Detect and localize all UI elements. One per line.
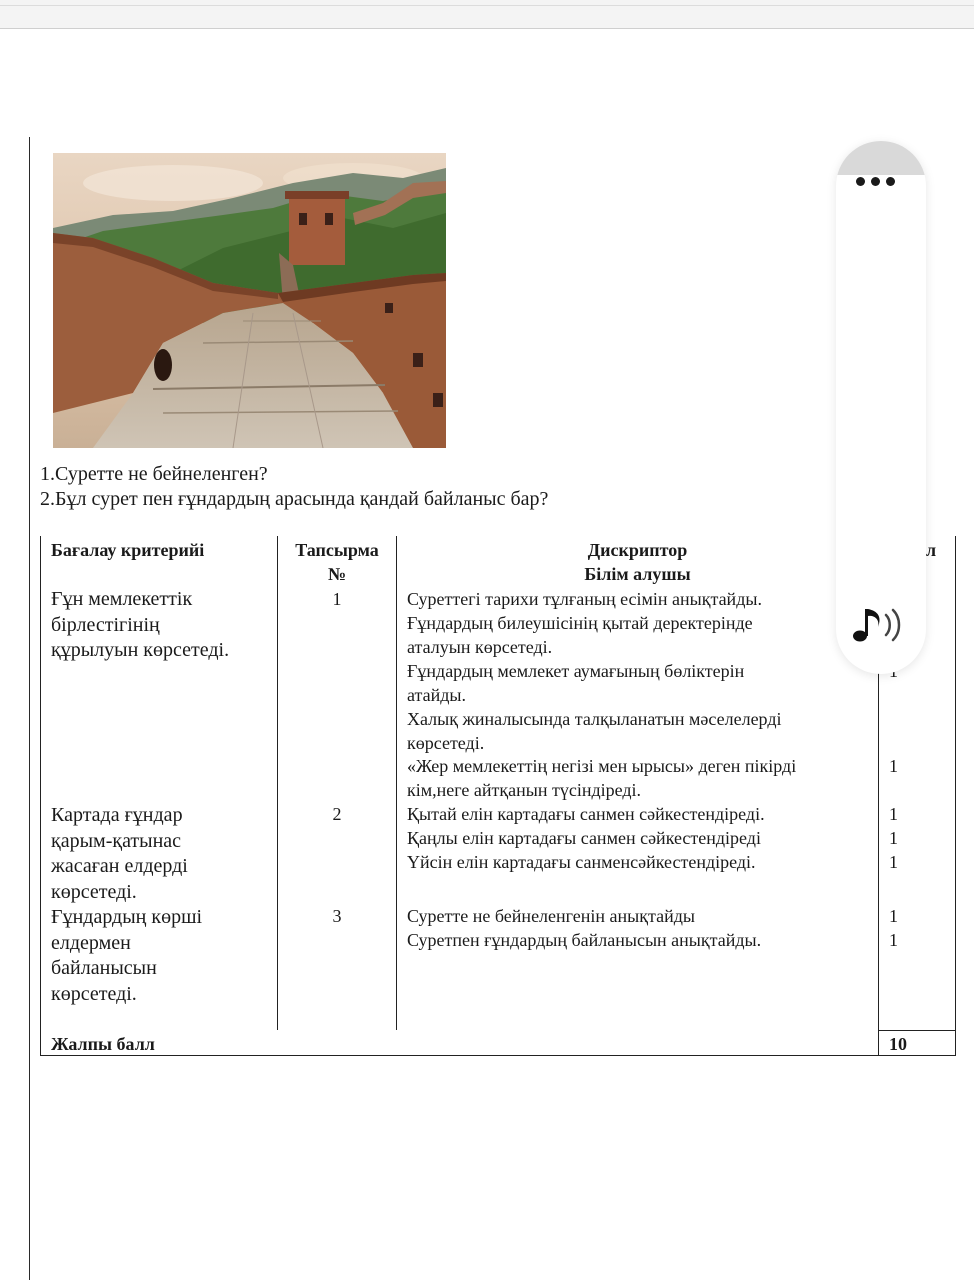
question-2: 2.Бұл сурет пен ғұндардың арасында қандай байланыс бар? [40,488,549,510]
criteria-3-line4: көрсетеді. [51,982,137,1005]
descriptor-3-2: Суретпен ғұндардың байланысын анықтайды. [407,930,762,950]
criteria-2 [51,803,188,905]
player-header [836,141,926,175]
descriptor-line: Ғұндардың билеушісінің қытай деректерінде [407,613,753,633]
criteria-2-line3: жасаған елдерді [51,855,188,877]
descriptor-line: Халық жиналысында талқыланатын мәселелерді [407,709,782,729]
score-2-2: 1 [889,828,898,848]
descriptor-line: Суреттегі тарихи тұлғаның есімін анықтайды. [407,589,762,609]
table-border-right [955,536,956,1056]
descriptor-2-3: Үйсін елін картадағы санменсәйкестендіреді. [407,852,756,872]
table-divider-task [396,536,397,1030]
header-task [278,538,396,586]
question-1: 1.Суретте не бейнеленген? [40,463,268,485]
table-border-bottom [40,1055,956,1056]
assessment-table [40,536,956,1056]
descriptor-2-2: Қаңлы елін картадағы санмен сәйкестендіреді [407,828,761,848]
descriptor-line: Ғұндардың мемлекет аумағының бөліктерін [407,661,745,681]
descriptor-line: «Жер мемлекеттің негізі мен ырысы» деген пікірді [407,756,797,776]
criteria-1 [51,587,229,664]
criteria-1-line2: бірлестігінің [51,613,160,636]
table-border-left [40,536,41,1056]
dot [871,177,880,186]
descriptor-line: көрсетеді. [407,733,485,753]
header-descriptor-line2: Білім алушы [584,564,691,584]
floating-audio-player[interactable] [836,141,926,674]
descriptor-line: атайды. [407,685,466,705]
criteria-2-line2: қарым-қатынас [51,829,182,852]
top-toolbar [0,0,974,29]
criteria-2-line1: Картада ғұндар [51,804,183,826]
header-descriptor [397,538,878,586]
descriptor-line: аталуын көрсетеді. [407,637,553,657]
table-total-top-line [878,1030,956,1031]
descriptor-1-5 [407,754,796,802]
total-label: Жалпы балл [51,1034,155,1054]
header-task-line2: № [327,564,347,584]
more-dots-icon[interactable] [856,177,895,186]
descriptor-1-3 [407,659,744,707]
score-3-1: 1 [889,906,898,926]
task-3: 3 [332,906,342,926]
criteria-3-line1: Ғұндардың көрші [51,906,203,928]
criteria-1-line3: құрылуын көрсетеді. [51,639,230,661]
header-score: л [926,540,937,560]
descriptor-2-1: Қытай елін картадағы санмен сәйкестендіреді. [407,804,765,824]
page-left-border [29,137,30,1280]
task-2: 2 [332,804,342,824]
header-criteria: Бағалау критерийі [51,540,205,560]
dot [886,177,895,186]
total-value: 10 [889,1034,907,1054]
score-1-5: 1 [889,756,898,776]
descriptor-line: кім,неге айтқанын түсіндіреді. [407,780,642,800]
music-note-sound-icon[interactable] [850,603,910,647]
descriptor-1-1 [407,587,762,611]
criteria-3 [51,905,202,1007]
task-1: 1 [332,589,342,609]
dot [856,177,865,186]
score-2-1: 1 [889,804,898,824]
questions-block [40,462,548,512]
header-descriptor-line1: Дискриптор [587,540,688,560]
descriptor-1-4 [407,707,781,755]
criteria-3-line3: байланысын [51,957,157,979]
descriptor-1-2 [407,611,753,659]
header-task-line1: Тапсырма [295,540,379,560]
great-wall-photo [53,153,446,448]
descriptor-3-1: Суретте не бейнеленгенін анықтайды [407,906,695,926]
score-2-3: 1 [889,852,898,872]
toolbar-divider [0,5,974,6]
criteria-2-line4: көрсетеді. [51,880,137,903]
score-3-2: 1 [889,930,898,950]
criteria-3-line2: елдермен [51,931,131,954]
criteria-1-line1: Ғұн мемлекеттік [51,588,193,610]
